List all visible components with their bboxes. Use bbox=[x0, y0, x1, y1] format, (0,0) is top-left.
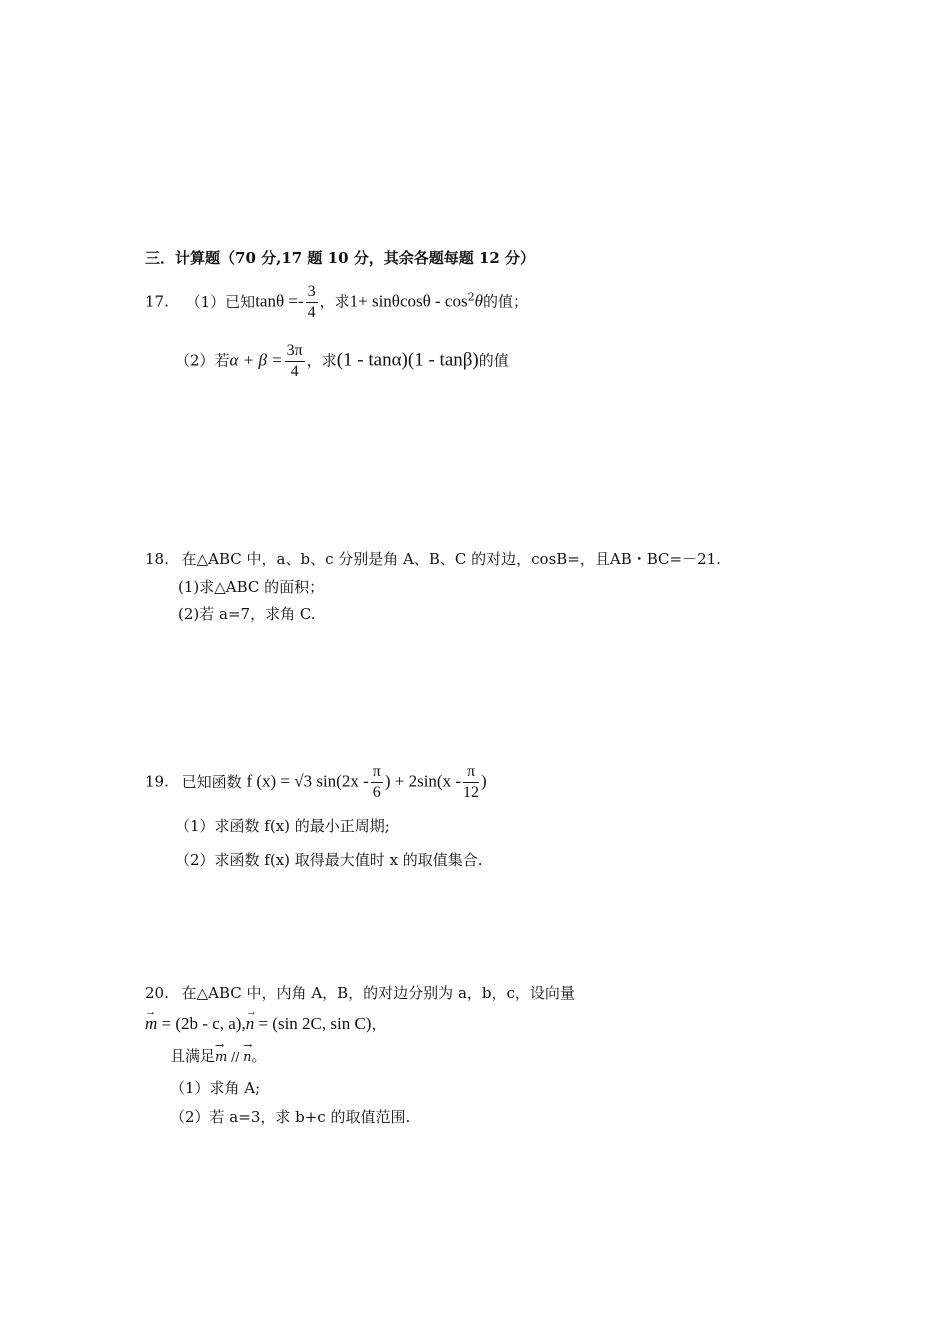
q19-fraction-2 bbox=[463, 762, 479, 803]
q20-line5: （2）若 a=3，求 b+c 的取值范围. bbox=[170, 1108, 411, 1126]
vector-n: → n bbox=[246, 1014, 255, 1034]
q19-line2: （1）求函数 f(x) 的最小正周期; bbox=[175, 817, 390, 835]
q18-line2: (1)求△ABC 的面积； bbox=[178, 578, 325, 596]
q20-vectors-line bbox=[145, 1014, 386, 1034]
q19-fraction-1 bbox=[371, 762, 383, 803]
q18-line1: 在△ABC 中，a、b、c 分别是角 A、B、C 的对边，cosB=，且AB・BC=－21. bbox=[181, 550, 721, 568]
q20-condition-line bbox=[170, 1046, 266, 1068]
vector-m: → m bbox=[145, 1014, 157, 1034]
fraction-denominator: 6 bbox=[372, 784, 381, 801]
fraction-numerator: 3π bbox=[285, 341, 305, 362]
q17-p1-sup: 2 bbox=[467, 290, 475, 304]
vector-m-small: → m bbox=[215, 1048, 227, 1068]
q17-p2-expr2: (1 - tanα)(1 - tanβ) bbox=[336, 349, 479, 371]
q17-p1-mid: ，求 bbox=[319, 292, 350, 311]
q17-p1-pre: （1）已知 bbox=[185, 292, 256, 311]
fraction-denominator: 4 bbox=[307, 304, 316, 321]
question-number: 17. bbox=[145, 292, 169, 311]
question-19-line-1 bbox=[145, 762, 487, 803]
q20-line1: 在△ABC 中，内角 A，B，的对边分别为 a，b，c，设向量 bbox=[181, 984, 575, 1002]
fraction-numerator: 3 bbox=[306, 282, 318, 303]
vector-n-small: → n bbox=[243, 1048, 251, 1068]
question-18-line-1 bbox=[145, 549, 721, 569]
q17-p1-post: 的值； bbox=[482, 292, 528, 311]
question-number: 19. bbox=[145, 772, 169, 791]
q20-line3-post: 。 bbox=[251, 1047, 267, 1065]
vector-n-value: = (sin 2C, sin C) bbox=[254, 1014, 372, 1033]
question-17-part-1 bbox=[145, 282, 528, 323]
q18-line3: (2)若 a=7，求角 C. bbox=[178, 605, 316, 623]
q20-line2-post: ， bbox=[371, 1015, 387, 1033]
fraction-denominator: 12 bbox=[463, 784, 479, 801]
q17-p1-fraction bbox=[306, 282, 318, 323]
q19-expr-c: ) bbox=[481, 771, 487, 791]
question-number: 20. bbox=[145, 984, 169, 1002]
q17-p1-tan: tanθ =- bbox=[255, 291, 304, 311]
question-17-part-2 bbox=[175, 341, 509, 382]
question-number: 18. bbox=[145, 550, 169, 568]
question-20-line-1 bbox=[145, 983, 575, 1003]
q19-expr-a: f (x) = √3 sin(2x - bbox=[246, 771, 369, 791]
section-title: 三．计算题（70 分,17 题 10 分，其余各题每题 12 分） bbox=[145, 249, 536, 267]
q17-p1-theta: θ bbox=[474, 291, 483, 311]
fraction-denominator: 4 bbox=[290, 363, 299, 380]
q19-expr-b: ) + 2sin(x - bbox=[384, 771, 461, 791]
q17-p1-expr: 1+ sinθcosθ - cos bbox=[349, 291, 468, 311]
q20-line3-pre: 且满足 bbox=[170, 1047, 216, 1065]
q17-p2-mid: ，求 bbox=[306, 351, 337, 370]
q19-pre: 已知函数 bbox=[181, 772, 242, 791]
parallel-symbol: // bbox=[227, 1050, 244, 1064]
q17-p2-post: 的值 bbox=[478, 351, 509, 370]
q20-line4: （1）求角 A; bbox=[170, 1079, 261, 1097]
q19-line3: （2）求函数 f(x) 取得最大值时 x 的取值集合. bbox=[175, 851, 483, 869]
fraction-numerator: π bbox=[371, 762, 383, 783]
fraction-numerator: π bbox=[463, 762, 479, 783]
q17-p2-expr: α + β = bbox=[229, 350, 283, 370]
vector-m-value: = (2b - c, a), bbox=[157, 1014, 246, 1033]
q17-p2-pre: （2）若 bbox=[175, 351, 230, 370]
q17-p2-fraction bbox=[285, 341, 305, 382]
